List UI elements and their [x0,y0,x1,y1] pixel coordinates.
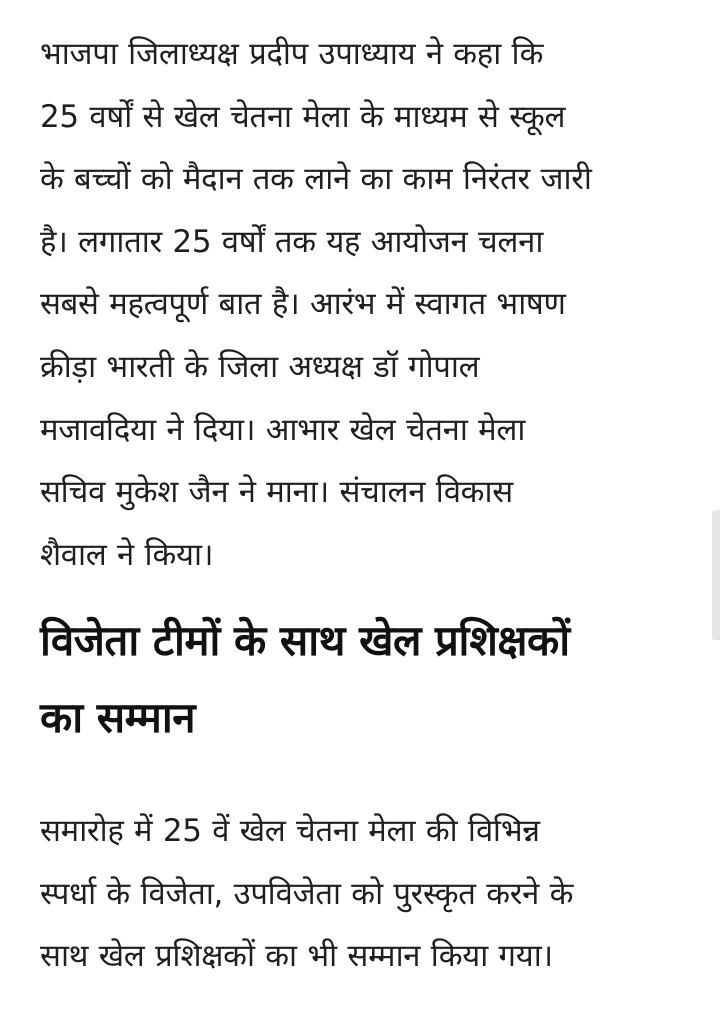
paragraph-line: 25 वर्षों से खेल चेतना मेला के माध्यम से स्कूल [40,98,566,135]
article-paragraph [40,23,700,586]
paragraph-line: सबसे महत्वपूर्ण बात है। आरंभ में स्वागत भाषण [40,286,566,323]
paragraph-line: भाजपा जिलाध्यक्ष प्रदीप उपाध्याय ने कहा कि [40,36,544,72]
paragraph-line: समारोह में 25 वें खेल चेतना मेला की विभिन्न [40,813,540,849]
paragraph-line: के बच्चों को मैदान तक लाने का काम निरंतर जारी [40,161,592,198]
paragraph-line: सचिव मुकेश जैन ने माना। संचालन विकास [40,474,513,511]
section-heading [40,602,700,756]
paragraph-line: स्पर्धा के विजेता, उपविजेता को पुरस्कृत करने के [40,875,574,912]
paragraph-line: है। लगातार 25 वर्षों तक यह आयोजन चलना [40,223,544,260]
paragraph-line: क्रीड़ा भारती के जिला अध्यक्ष डॉ गोपाल [40,348,480,385]
paragraph-line: साथ खेल प्रशिक्षकों का भी सम्मान किया गया। [40,938,553,975]
paragraph-line: शैवाल ने किया। [40,536,214,573]
scrollbar-thumb[interactable] [712,510,720,640]
article-paragraph [40,800,700,988]
paragraph-line: मजावदिया ने दिया। आभार खेल चेतना मेला [40,411,526,448]
heading-line: विजेता टीमों के साथ खेल प्रशिक्षकों [40,616,570,665]
heading-line: का सम्मान [40,693,196,742]
